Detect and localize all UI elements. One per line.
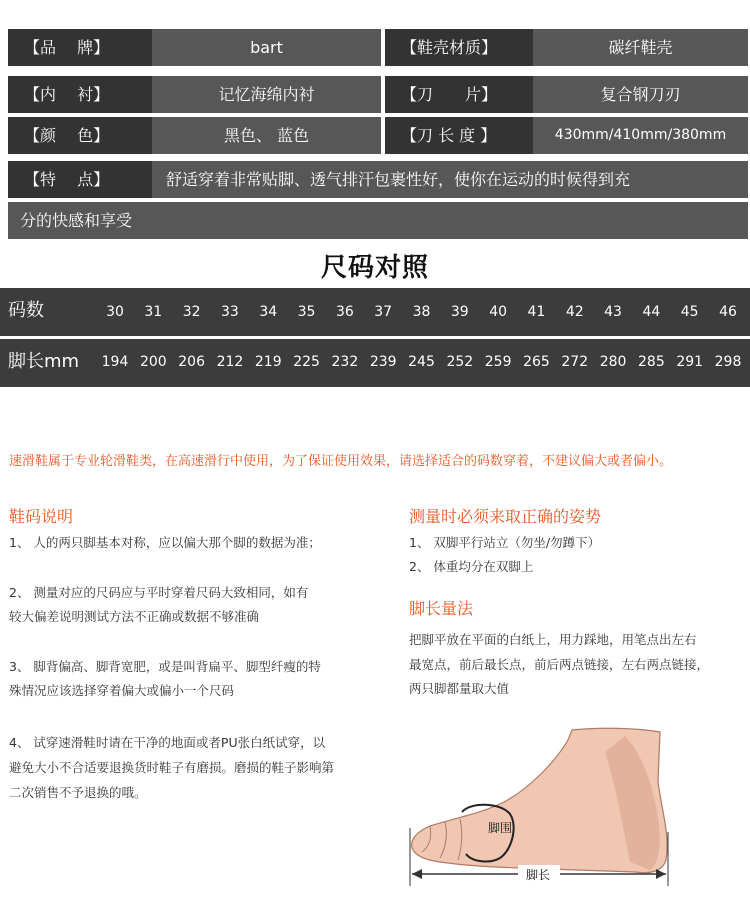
foot-length-value: 239 [369, 354, 397, 370]
spec-label: 【颜 色】 [8, 117, 152, 154]
foot-length-value: 252 [446, 354, 474, 370]
spec-value: 碳纤鞋壳 [533, 29, 748, 66]
spec-value: 复合钢刀刃 [533, 76, 748, 113]
foot-length-value: 291 [676, 354, 704, 370]
size-value: 42 [565, 304, 584, 320]
foot-length-value: 245 [408, 354, 435, 370]
spec-row-brand [8, 29, 748, 66]
size-value: 46 [719, 304, 737, 320]
foot-diagram [400, 722, 700, 892]
size-note-line: 较大偏差说明测试方法不正确或数据不够准确 [9, 609, 260, 624]
foot-length-value: 200 [139, 354, 167, 370]
method-line: 把脚平放在平面的白纸上，用力踩地，用笔点出左右 [409, 632, 697, 647]
spec-value: 430mm/410mm/380mm [533, 117, 748, 154]
size-value: 44 [642, 304, 661, 320]
method-line: 最宽点，前后最长点，前后两点链接，左右两点链接， [409, 657, 710, 672]
foot-length-value: 280 [599, 354, 627, 370]
method-title: 脚长量法 [409, 599, 474, 618]
size-value: 34 [259, 304, 278, 320]
girth-label: 脚围 [488, 821, 513, 835]
spec-value: bart [152, 29, 381, 66]
foot-length-value: 194 [101, 354, 129, 370]
posture-line: 1、 双脚平行站立（勿坐/勿蹲下） [409, 535, 601, 550]
posture-line: 2、 体重均分在双脚上 [409, 559, 534, 574]
spec-label: 【特 点】 [8, 161, 152, 198]
foot-length-value: 265 [523, 354, 550, 370]
spec-label: 【刀 片】 [385, 76, 533, 113]
posture-title: 测量时必须来取正确的姿势 [409, 507, 602, 526]
size-value: 40 [489, 304, 508, 320]
spec-label: 【品 牌】 [8, 29, 152, 66]
spec-row-features [8, 161, 748, 198]
size-value: 43 [604, 304, 622, 320]
size-note-line: 2、 测量对应的尺码应与平时穿着尺码大致相同，如有 [9, 585, 309, 600]
size-value: 35 [297, 304, 316, 320]
foot-length-value: 232 [331, 354, 359, 370]
features-continuation: 分的快感和享受 [8, 202, 748, 239]
arrow-head-left [412, 869, 422, 879]
size-value: 37 [374, 304, 393, 320]
foot-length-value: 206 [178, 354, 205, 370]
foot-length-value: 212 [216, 354, 244, 370]
size-note-line: 1、 人的两只脚基本对称，应以偏大那个脚的数据为准； [9, 535, 321, 550]
size-value: 31 [144, 304, 163, 320]
foot-length-value: 298 [714, 354, 742, 370]
foot-length-row [0, 339, 750, 387]
length-row-label: 脚长mm [8, 351, 80, 372]
size-note-line: 二次销售不予退换的哦。 [9, 785, 147, 800]
size-value: 38 [412, 304, 431, 320]
size-value: 45 [680, 304, 699, 320]
spec-label: 【内 衬】 [8, 76, 152, 113]
spec-label: 【刀 长 度 】 [385, 117, 533, 154]
size-note-line: 3、 脚背偏高、脚背宽肥，或是叫背扁平、脚型纤瘦的特 [9, 659, 321, 674]
size-value: 41 [527, 304, 546, 320]
size-value: 32 [182, 304, 201, 320]
arrow-head-right [656, 869, 666, 879]
size-note-line: 4、 试穿速滑鞋时请在干净的地面或者PU张白纸试穿，以 [9, 735, 326, 750]
spec-row-color [8, 117, 748, 154]
foot-length-value: 285 [638, 354, 665, 370]
size-value: 39 [450, 304, 469, 320]
foot-length-value: 219 [254, 354, 282, 370]
features-text: 舒适穿着非常贴脚、透气排汗包裹性好，使你在运动的时候得到充 [152, 161, 748, 198]
length-label: 脚长 [526, 868, 551, 882]
spec-row-lining [8, 76, 748, 113]
method-line: 两只脚都量取大值 [409, 681, 510, 696]
size-value: 33 [221, 304, 239, 320]
foot-length-value: 225 [293, 354, 320, 370]
foot-length-value: 272 [561, 354, 589, 370]
spec-label: 【鞋壳材质】 [385, 29, 533, 66]
notice-text: 速滑鞋属于专业轮滑鞋类，在高速滑行中使用，为了保证使用效果，请选择适合的码数穿着，不建议偏大或者偏小。 [9, 454, 673, 469]
size-row [0, 288, 750, 336]
spec-value: 记忆海绵内衬 [152, 76, 381, 113]
size-value: 36 [335, 304, 354, 320]
size-notes-title: 鞋码说明 [9, 507, 74, 526]
size-chart-title: 尺码对照 [320, 253, 429, 283]
foot-length-value: 259 [484, 354, 512, 370]
size-note-line: 避免大小不合适要退换货时鞋子有磨损。磨损的鞋子影响第 [9, 760, 335, 775]
size-note-line: 殊情况应该选择穿着偏大或偏小一个尺码 [9, 683, 235, 698]
size-row-label: 码数 [8, 300, 44, 321]
spec-value: 黑色、 蓝色 [152, 117, 381, 154]
size-value: 30 [106, 304, 124, 320]
